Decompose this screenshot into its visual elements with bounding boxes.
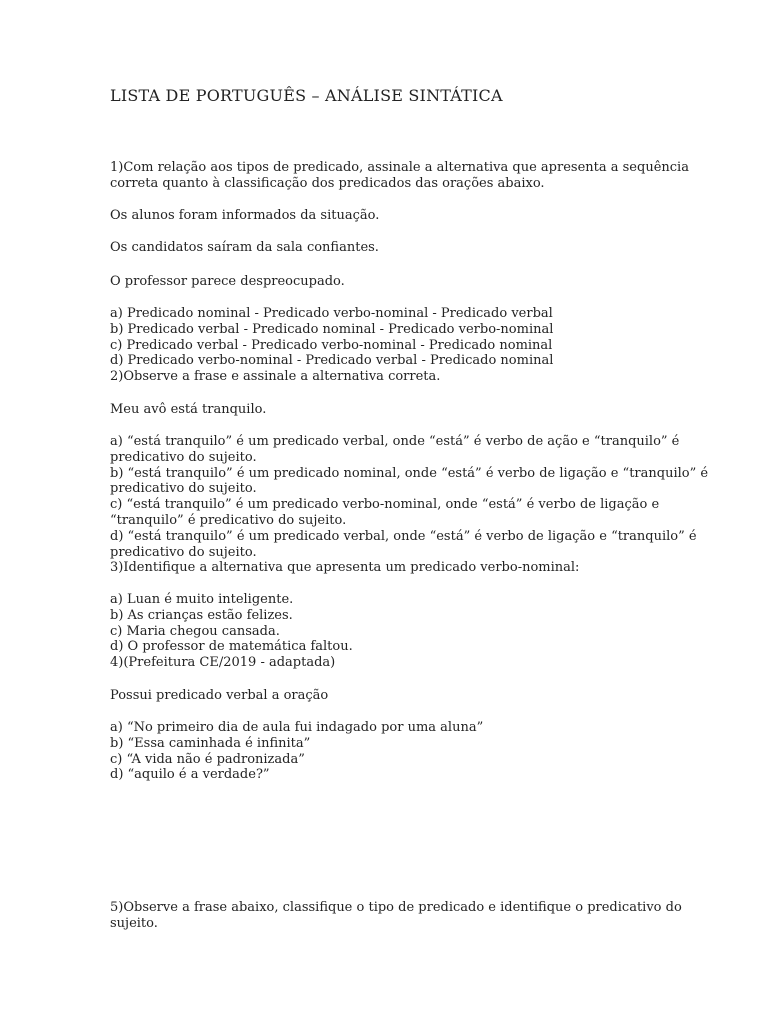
- option-line: “tranquilo” é predicativo do sujeito.: [110, 512, 347, 528]
- option-a: a) Luan é muito inteligente.: [110, 592, 294, 607]
- option-a: a) Predicado nominal - Predicado verbo-nominal - Predicado verbal: [110, 306, 553, 321]
- option-line: predicativo do sujeito.: [110, 544, 257, 560]
- question-4-sentence: [110, 688, 670, 704]
- sentence-text: Os alunos foram informados da situação.: [110, 208, 380, 223]
- question-3-options: [110, 592, 670, 671]
- option-line: predicativo do sujeito.: [110, 481, 257, 497]
- option-d: d) O professor de matemática faltou.: [110, 639, 353, 655]
- sentence-text: Meu avô está tranquilo.: [110, 402, 267, 417]
- sentence-text: Possui predicado verbal a oração: [110, 688, 329, 703]
- question-2-prompt: 2)Observe a frase e assinale a alternativa correta.: [110, 369, 441, 385]
- option-c: c) Maria chegou cansada.: [110, 623, 280, 639]
- question-2-options: [110, 434, 709, 576]
- option-b: b) As crianças estão felizes.: [110, 607, 293, 623]
- question-5-prompt-line-2: sujeito.: [110, 915, 158, 931]
- option-d: d) “aquilo é a verdade?”: [110, 767, 270, 783]
- option-line: d) “está tranquilo” é um predicado verbal, onde “está” é verbo de ligação e “tranquilo” é: [110, 528, 697, 544]
- question-1-sentence-2: [110, 240, 670, 256]
- question-4-prompt: 4)(Prefeitura CE/2019 - adaptada): [110, 655, 336, 671]
- option-d: d) Predicado verbo-nominal - Predicado verbal - Predicado nominal: [110, 353, 554, 369]
- question-4-options: [110, 720, 670, 783]
- question-2-sentence: [110, 402, 670, 418]
- option-c: c) Predicado verbal - Predicado verbo-nominal - Predicado nominal: [110, 337, 553, 353]
- question-1: [110, 160, 689, 192]
- option-b: b) “Essa caminhada é infinita”: [110, 735, 311, 751]
- question-5-prompt-line-1: 5)Observe a frase abaixo, classifique o tipo de predicado e identifique o predicativo do: [110, 900, 682, 915]
- question-3-prompt: 3)Identifique a alternativa que apresenta um predicado verbo-nominal:: [110, 560, 580, 576]
- option-c: c) “A vida não é padronizada”: [110, 751, 305, 767]
- question-1-sentence-3: [110, 274, 670, 290]
- question-1-options: [110, 306, 670, 385]
- question-1-prompt-line-2: correta quanto à classificação dos predicados das orações abaixo.: [110, 175, 545, 191]
- option-b: b) Predicado verbal - Predicado nominal - Predicado verbo-nominal: [110, 321, 554, 337]
- sentence-text: O professor parece despreocupado.: [110, 274, 345, 289]
- option-line: a) “está tranquilo” é um predicado verbal, onde “está” é verbo de ação e “tranquilo” é: [110, 434, 680, 449]
- question-1-prompt-line-1: 1)Com relação aos tipos de predicado, assinale a alternativa que apresenta a sequência: [110, 160, 689, 175]
- page-title: LISTA DE PORTUGUÊS – ANÁLISE SINTÁTICA: [110, 86, 503, 105]
- option-line: predicativo do sujeito.: [110, 449, 257, 465]
- option-a: a) “No primeiro dia de aula fui indagado por uma aluna”: [110, 720, 484, 735]
- option-line: b) “está tranquilo” é um predicado nominal, onde “está” é verbo de ligação e “tranquilo” é: [110, 465, 709, 481]
- question-5: [110, 900, 682, 932]
- sentence-text: Os candidatos saíram da sala confiantes.: [110, 240, 379, 255]
- option-line: c) “está tranquilo” é um predicado verbo-nominal, onde “está” é verbo de ligação e: [110, 497, 660, 513]
- question-1-sentence-1: [110, 208, 670, 224]
